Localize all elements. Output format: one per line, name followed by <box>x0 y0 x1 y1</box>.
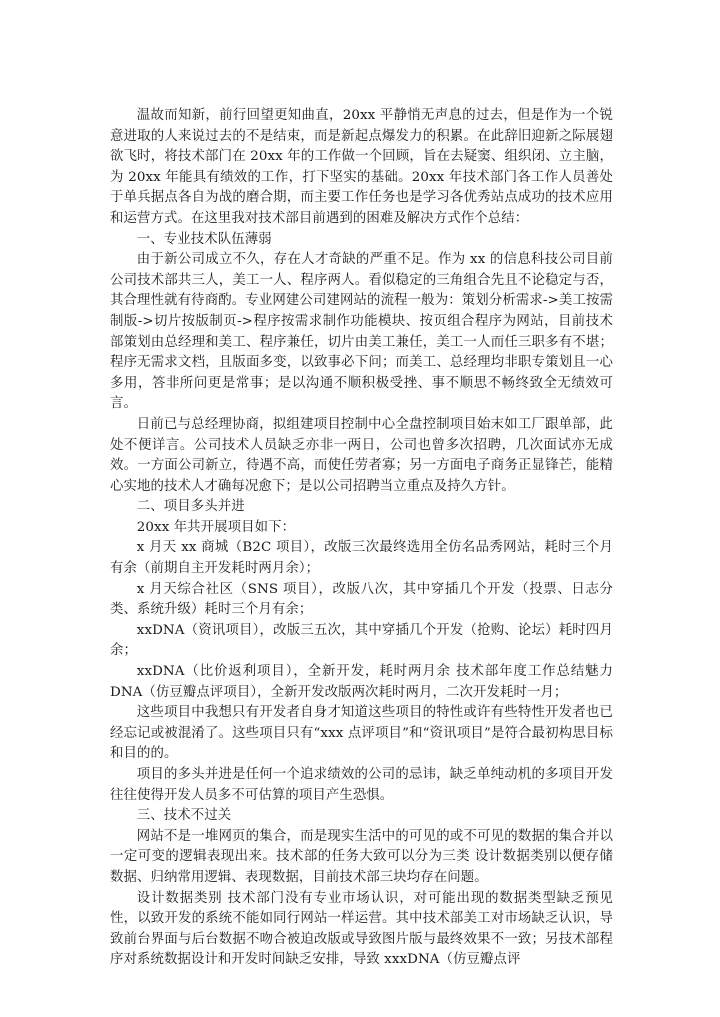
project-item-4: xxDNA（比价返利项目），全新开发，耗时两月余 技术部年度工作总结魅力 DNA（仿豆瓣点评项目），全新开发改版两次耗时两月，二次开发耗时一月； <box>110 664 613 700</box>
section-heading-1: 一、专业技术队伍薄弱 <box>136 231 272 247</box>
project-item-1: x 月天 xx 商城（B2C 项目），改版三次最终选用全仿名品秀网站，耗时三个月有余（前期自主开发耗时两月余）； <box>110 540 613 577</box>
section1-paragraph-1: 由于新公司成立不久，存在人才奇缺的严重不足。作为 xx 的信息科技公司目前公司技术部共三人，美工一人、程序两人。看似稳定的三角组合先且不论稳定与否，其合理性就有待商酌。专业网建公司建网站的流程一般为：策划分析需求->美工按需制版->切片按版制页->程序按需求制作功能模块、按页组合程序为网站，目前技术部策划由总经理和美工、程序兼任，切片由美工兼任，美工一人而任三职多有不堪；程序无需求文档，且版面多变，以致事必下问；而美工、总经理均非职专策划且一心多用，答非所问更是常事；是以沟通不顺积极受挫、事不顺思不畅终致全无绩效可言。 <box>110 252 613 412</box>
section2-paragraph-1: 这些项目中我想只有开发者自身才知道这些项目的特性或许有些特性开发者也已经忘记或被混淆了。这些项目只有“xxx 点评项目”和“资讯项目”是符合最初构思目标和目的的。 <box>110 705 613 762</box>
document-body <box>110 106 613 971</box>
section-heading-3: 三、技术不过关 <box>136 808 232 824</box>
section2-paragraph-2: 项目的多头并进是任何一个追求绩效的公司的忌讳，缺乏单纯动机的多项目开发往往使得开发人员多不可估算的项目产生恐惧。 <box>110 767 613 803</box>
section3-paragraph-2: 设计数据类别 技术部门没有专业市场认识，对可能出现的数据类型缺乏预见性，以致开发的系统不能如同行网站一样运营。其中技术部美工对市场缺乏认识，导致前台界面与后台数据不吻合被迫改版或导致图片版与最终效果不一致；另技术部程序对系统数据设计和开发时间缺乏安排，导致 xxxDNA（仿豆瓣点评 <box>110 890 613 968</box>
section-heading-2: 二、项目多头并进 <box>136 499 245 515</box>
project-item-3: xxDNA（资讯项目），改版三五次，其中穿插几个开发（抢购、论坛）耗时四月余； <box>110 622 613 659</box>
intro-paragraph: 温故而知新，前行回望更知曲直，20xx 平静悄无声息的过去，但是作为一个锐意进取的人来说过去的不是结束，而是新起点爆发力的积累。在此辞旧迎新之际展翅欲飞时，将技术部门在 20xx 年的工作做一个回顾，旨在去疑窦、组织闭、立主脑，为 20xx 年能具有绩效的工作，打下坚实的基础。20xx 年技术部门各工作人员善处于单兵据点各自为战的磨合期，而主要工作任务也是学习各优秀站点成功的技术应用和运营方式。在这里我对技术部目前遇到的困难及解决方式作个总结： <box>110 108 613 226</box>
section1-paragraph-2: 日前已与总经理协商，拟组建项目控制中心全盘控制项目始末如工厂跟单部，此处不便详言。公司技术人员缺乏亦非一两日，公司也曾多次招聘，几次面试亦无成效。一方面公司新立，待遇不高，而使任劳者寡；另一方面电子商务正显锋芒，能精心实地的技术人才确每况愈下；是以公司招聘当立重点及持久方针。 <box>110 416 613 494</box>
section2-intro: 20xx 年共开展项目如下： <box>136 519 296 535</box>
section3-paragraph-1: 网站不是一堆网页的集合，而是现实生活中的可见的或不可见的数据的集合并以一定可变的逻辑表现出来。技术部的任务大致可以分为三类 设计数据类别以便存储数据、归纳常用逻辑、表现数据，目前技术部三块均存在问题。 <box>110 828 613 885</box>
project-item-2: x 月天综合社区（SNS 项目），改版八次，其中穿插几个开发（投票、日志分类、系统升级）耗时三个月有余； <box>110 581 613 618</box>
